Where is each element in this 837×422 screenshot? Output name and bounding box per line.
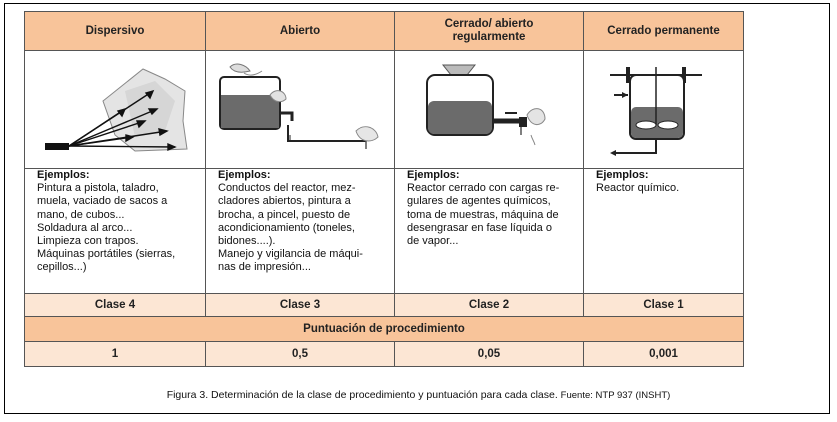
class-row — [25, 294, 744, 317]
class-cell: Clase 3 — [206, 294, 395, 317]
figure-caption — [0, 389, 837, 401]
chemical-reactor-illustration — [584, 51, 744, 168]
score-title: Puntuación de procedimiento — [25, 317, 744, 342]
illustration-abierto — [206, 51, 395, 169]
illustration-dispersivo — [25, 51, 206, 169]
examples-title: Ejemplos: — [37, 169, 90, 181]
example-line: Máquinas portátiles (sierras, — [37, 248, 176, 261]
spray-dispersion-illustration — [25, 51, 206, 168]
class-cell: Clase 4 — [25, 294, 206, 317]
illustration-cerrado-abierto — [395, 51, 584, 169]
header-cerrado-abierto-label: Cerrado/ abierto regularmente — [444, 18, 534, 43]
score-row — [25, 342, 744, 367]
example-line: Reactor químico. — [596, 182, 680, 195]
examples-cerrado-abierto — [395, 169, 584, 294]
header-dispersivo: Dispersivo — [25, 12, 206, 51]
example-line: mano, de cubos... — [37, 208, 125, 221]
open-tank-illustration — [206, 51, 395, 168]
examples-dispersivo — [25, 169, 206, 294]
score-cell: 0,05 — [395, 342, 584, 367]
header-abierto: Abierto — [206, 12, 395, 51]
header-cerrado-permanente: Cerrado permanente — [584, 12, 744, 51]
example-line: cepillos...) — [37, 261, 87, 274]
score-cell: 0,001 — [584, 342, 744, 367]
caption-text: Figura 3. Determinación de la clase de procedimiento y puntuación para cada clase. — [166, 389, 558, 401]
examples-title: Ejemplos: — [596, 169, 649, 181]
examples-abierto — [206, 169, 395, 294]
header-row — [25, 12, 744, 51]
example-line: Limpieza con trapos. — [37, 235, 139, 248]
example-line: Conductos del reactor, mez- — [218, 182, 356, 195]
example-line: Reactor cerrado con cargas re- — [407, 182, 560, 195]
illustration-row — [25, 51, 744, 169]
example-line: Manejo y vigilancia de máqui- — [218, 248, 363, 261]
example-line: muela, vaciado de sacos a — [37, 195, 168, 208]
example-line: bidones....). — [218, 235, 276, 248]
example-line: Soldadura al arco... — [37, 221, 133, 234]
example-line: cladores abiertos, pintura a — [218, 195, 351, 208]
score-title-row — [25, 317, 744, 342]
closed-open-tank-illustration — [395, 51, 584, 168]
class-cell: Clase 2 — [395, 294, 584, 317]
examples-cerrado-permanente — [584, 169, 744, 294]
score-cell: 1 — [25, 342, 206, 367]
examples-title: Ejemplos: — [407, 169, 460, 181]
examples-title: Ejemplos: — [218, 169, 271, 181]
caption-source: Fuente: NTP 937 (INSHT) — [560, 390, 671, 401]
example-line: gulares de agentes químicos, — [407, 195, 551, 208]
example-line: toma de muestras, máquina de — [407, 208, 559, 221]
example-line: desengrasar en fase líquida o — [407, 221, 552, 234]
procedure-class-table — [24, 11, 744, 367]
class-cell: Clase 1 — [584, 294, 744, 317]
example-line: Pintura a pistola, taladro, — [37, 182, 159, 195]
example-line: nas de impresión... — [218, 261, 311, 274]
illustration-cerrado-permanente — [584, 51, 744, 169]
example-line: brocha, a pincel, puesto de — [218, 208, 351, 221]
example-line: acondicionamiento (toneles, — [218, 221, 355, 234]
header-cerrado-abierto — [395, 12, 584, 51]
example-line: de vapor... — [407, 235, 459, 248]
score-cell: 0,5 — [206, 342, 395, 367]
examples-row — [25, 169, 744, 294]
